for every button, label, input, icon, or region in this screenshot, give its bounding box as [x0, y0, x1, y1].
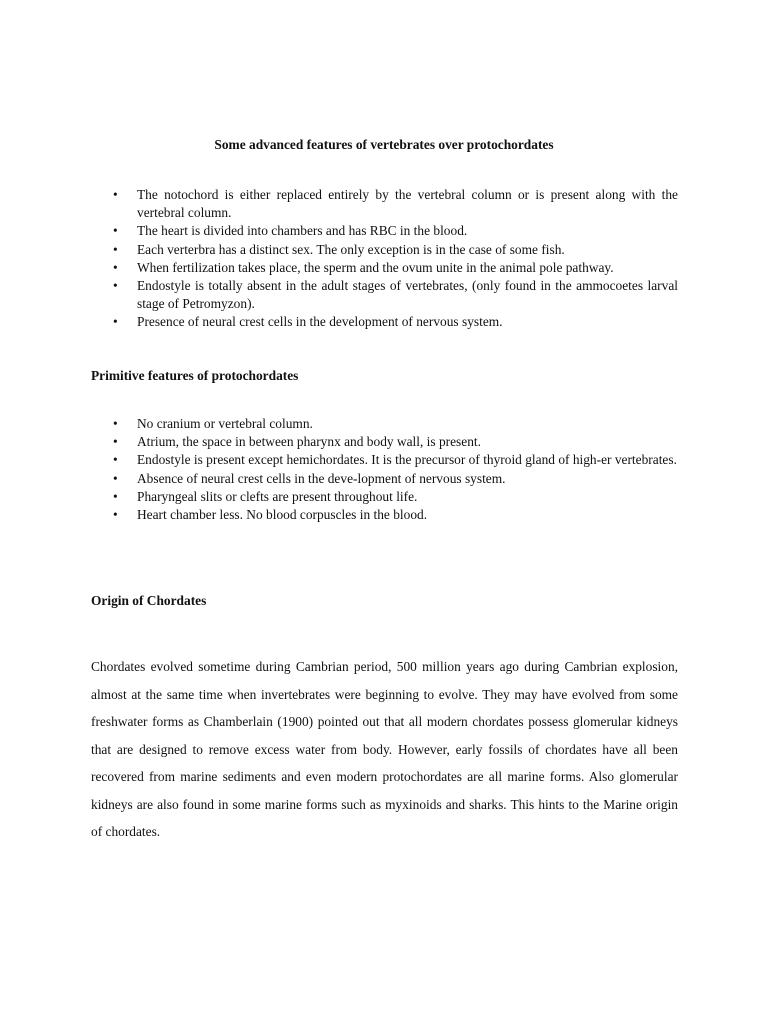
bullet-icon: •: [113, 507, 118, 523]
list-item-text: Absence of neural crest cells in the deve-lopment of nervous system.: [137, 470, 506, 486]
bullet-icon: •: [113, 223, 118, 239]
bullet-icon: •: [113, 452, 118, 468]
list-item: [91, 241, 678, 259]
origin-of-chordates-heading: Origin of Chordates: [91, 593, 207, 608]
list-item: [91, 222, 678, 240]
list-item: [91, 506, 678, 524]
bullet-icon: •: [113, 278, 118, 294]
list-item-text: The notochord is either replaced entirely by the vertebral column or is present along with the vertebral column.: [137, 187, 678, 221]
bullet-icon: •: [113, 470, 118, 486]
bullet-icon: •: [113, 416, 118, 431]
list-item-text: Endostyle is present except hemichordates. It is the precursor of thyroid gland of high-er vertebrates.: [137, 452, 677, 468]
advanced-features-heading: Some advanced features of vertebrates over protochordates: [214, 137, 554, 152]
list-item: [91, 470, 678, 488]
list-item: [91, 415, 678, 433]
list-item: [91, 488, 678, 506]
list-item-text: No cranium or vertebral column.: [137, 416, 313, 431]
list-item: [91, 451, 678, 469]
advanced-features-list: [91, 186, 678, 332]
list-item-text: Heart chamber less. No blood corpuscles in the blood.: [137, 507, 428, 523]
bullet-icon: •: [113, 187, 118, 202]
primitive-features-heading: Primitive features of protochordates: [91, 368, 299, 383]
list-item-text: Atrium, the space in between pharynx and body wall, is present.: [137, 434, 481, 450]
bullet-icon: •: [113, 314, 118, 330]
list-item-text: Endostyle is totally absent in the adult stages of vertebrates, (only found in the ammocoetes larval stage of Petromyzon).: [137, 278, 678, 312]
list-item: [91, 433, 678, 451]
list-item: [91, 259, 678, 277]
list-item: [91, 313, 678, 331]
bullet-icon: •: [113, 241, 118, 257]
list-item-text: When fertilization takes place, the sperm and the ovum unite in the animal pole pathway.: [137, 259, 614, 275]
list-item: [91, 277, 678, 313]
list-item: [91, 186, 678, 222]
bullet-icon: •: [113, 488, 118, 504]
list-item-text: Presence of neural crest cells in the development of nervous system.: [137, 314, 503, 330]
primitive-features-list: [91, 415, 678, 524]
list-item-text: The heart is divided into chambers and has RBC in the blood.: [137, 223, 468, 239]
bullet-icon: •: [113, 259, 118, 275]
list-item-text: Pharyngeal slits or clefts are present throughout life.: [137, 488, 418, 504]
bullet-icon: •: [113, 434, 118, 450]
list-item-text: Each verterbra has a distinct sex. The only exception is in the case of some fish.: [137, 241, 565, 257]
origin-paragraph: Chordates evolved sometime during Cambrian period, 500 million years ago during Cambrian explosion, almost at the same time when invertebrates were beginning to evolve. They may have evolved from some freshwater forms as Chamberlain (1900) pointed out that all modern chordates possess glomerular kidneys that are designed to remove excess water from body. However, early fossils of chordates have all been recovered from marine sediments and even modern protochordates are all marine forms. Also glomerular kidneys are also found in some marine forms such as myxinoids and sharks. This hints to the Marine origin of chordates.: [91, 659, 678, 839]
